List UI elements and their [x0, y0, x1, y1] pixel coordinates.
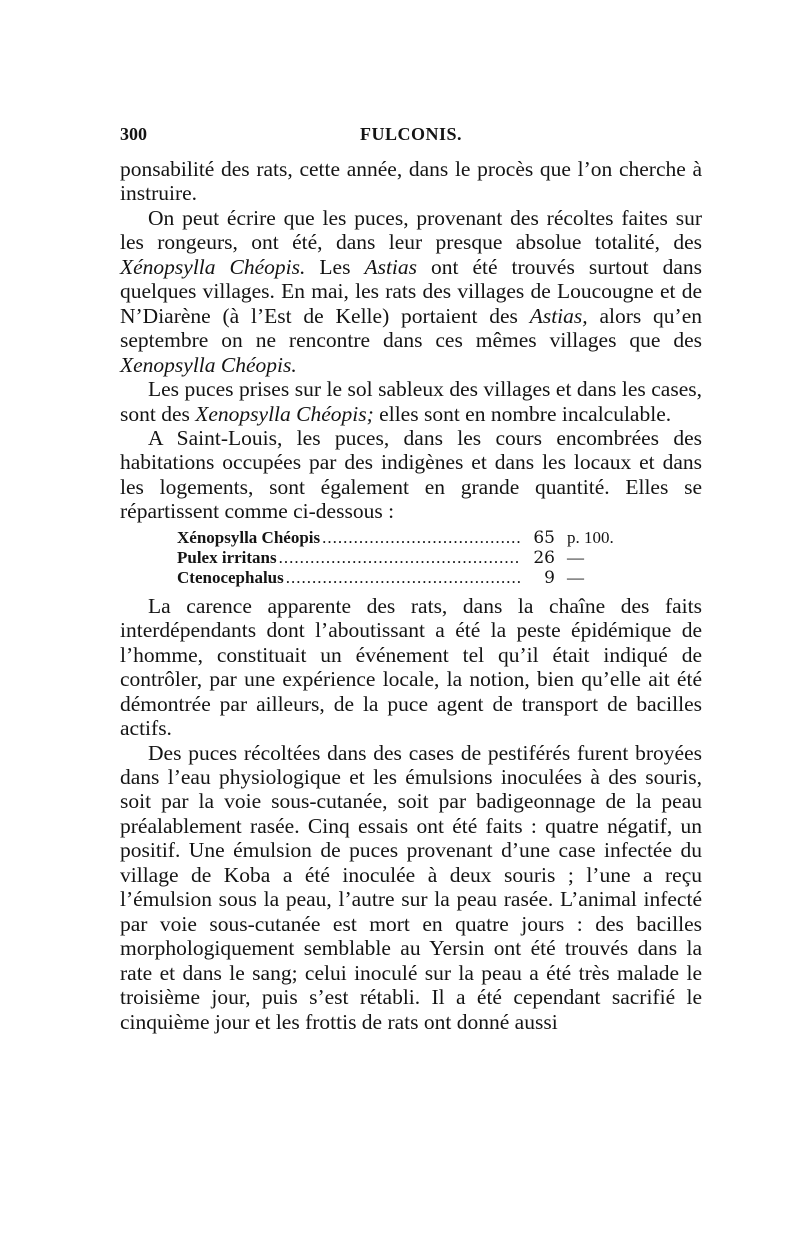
flea-percentage: 26 — [533, 547, 555, 568]
species-name: Xenopsylla Chéopis; — [195, 401, 374, 426]
text-run: alors qu’en septembre on ne rencontre dans ces mêmes villages que des — [120, 303, 702, 353]
text-run: La carence apparente des rats, dans la chaîne des faits interdépendants dont l’aboutissant a été la peste épidémique de l’homme, constituait un événement tel qu’il était indiqué de contrôler, par une expérience locale, la notion, bien qu’elle ait été démontrée par ailleurs, de la puce agent de transport de bacilles actifs. — [120, 593, 702, 741]
paragraph — [120, 206, 702, 377]
text-run: Les — [305, 254, 365, 279]
dot-leader — [279, 548, 521, 568]
text-run: ponsabilité des rats, cette année, dans le procès que l’on cherche à instruire. — [120, 157, 702, 206]
flea-percentage: 65 — [533, 527, 555, 548]
flea-percentage: 9 — [544, 567, 555, 588]
flea-species: Pulex irritans — [177, 547, 277, 567]
page-number: 300 — [120, 124, 147, 144]
flea-distribution-table — [177, 528, 645, 588]
flea-species: Ctenocephalus — [177, 567, 284, 587]
flea-species: Xénopsylla Chéopis — [177, 527, 321, 547]
running-title: FULCONIS. — [359, 124, 462, 144]
table-row — [177, 528, 645, 548]
flea-unit: — — [567, 547, 584, 567]
text-run: ont été trouvés surtout dans quelques villages. En mai, les rats des villages de Loucougne et de N’Diarène (à l’Est de Kelle) portaient des — [120, 254, 702, 328]
paragraph — [120, 594, 702, 741]
text-run: Des puces récoltées dans des cases de pestiférés furent broyées dans l’eau physiologique et les émulsions inoculées à des souris, soit par la voie sous-cutanée, soit par badigeonnage de la peau préalablement rasée. Cinq essais ont été faits : quatre négatif, un positif. Une émulsion de puces provenant d’une case infectée du village de Koba a été inoculée à deux souris ; l’une a reçu l’émulsion sous la peau, l’autre sur la peau rasée. L’animal infecté par voie sous-cutanée est mort en quatre jours : des bacilles morphologiquement semblable au Yersin ont été trouvés dans la rate et dans le sang; celui inoculé sur la peau a été très malade le troisième jour, puis s’est rétabli. Il a été cependant sacrifié le cinquième jour et les frottis de rats ont donné aussi — [120, 740, 702, 1034]
text-run: On peut écrire que les puces, provenant des récoltes faites sur les rongeurs, ont été, dans leur presque absolue totalité, des — [120, 205, 702, 255]
species-name: Astias — [364, 254, 418, 279]
species-name: Astias, — [529, 303, 588, 328]
text-run: A Saint-Louis, les puces, dans les cours encombrées des habitations occupées par des indigènes et dans les locaux et dans les logements, sont également en grande quantité. Elles se répartissent comme ci-dessous : — [120, 425, 702, 524]
paragraph — [120, 377, 702, 426]
text-run: elles sont en nombre incalculable. — [373, 401, 672, 426]
paragraph — [120, 157, 702, 206]
flea-unit: p. 100. — [567, 527, 614, 547]
body-text — [120, 157, 702, 1034]
species-name: Xenopsylla Chéopis. — [120, 352, 297, 377]
paragraph — [120, 741, 702, 1034]
flea-unit: — — [567, 567, 584, 587]
paragraph — [120, 426, 702, 524]
dot-leader — [322, 528, 521, 548]
table-row — [177, 568, 645, 588]
species-name: Xénopsylla Chéopis. — [120, 254, 306, 279]
table-row — [177, 548, 645, 568]
page-header — [120, 124, 702, 150]
dot-leader — [286, 568, 521, 588]
text-run: Les puces prises sur le sol sableux des villages et dans les cases, sont des — [120, 377, 702, 426]
